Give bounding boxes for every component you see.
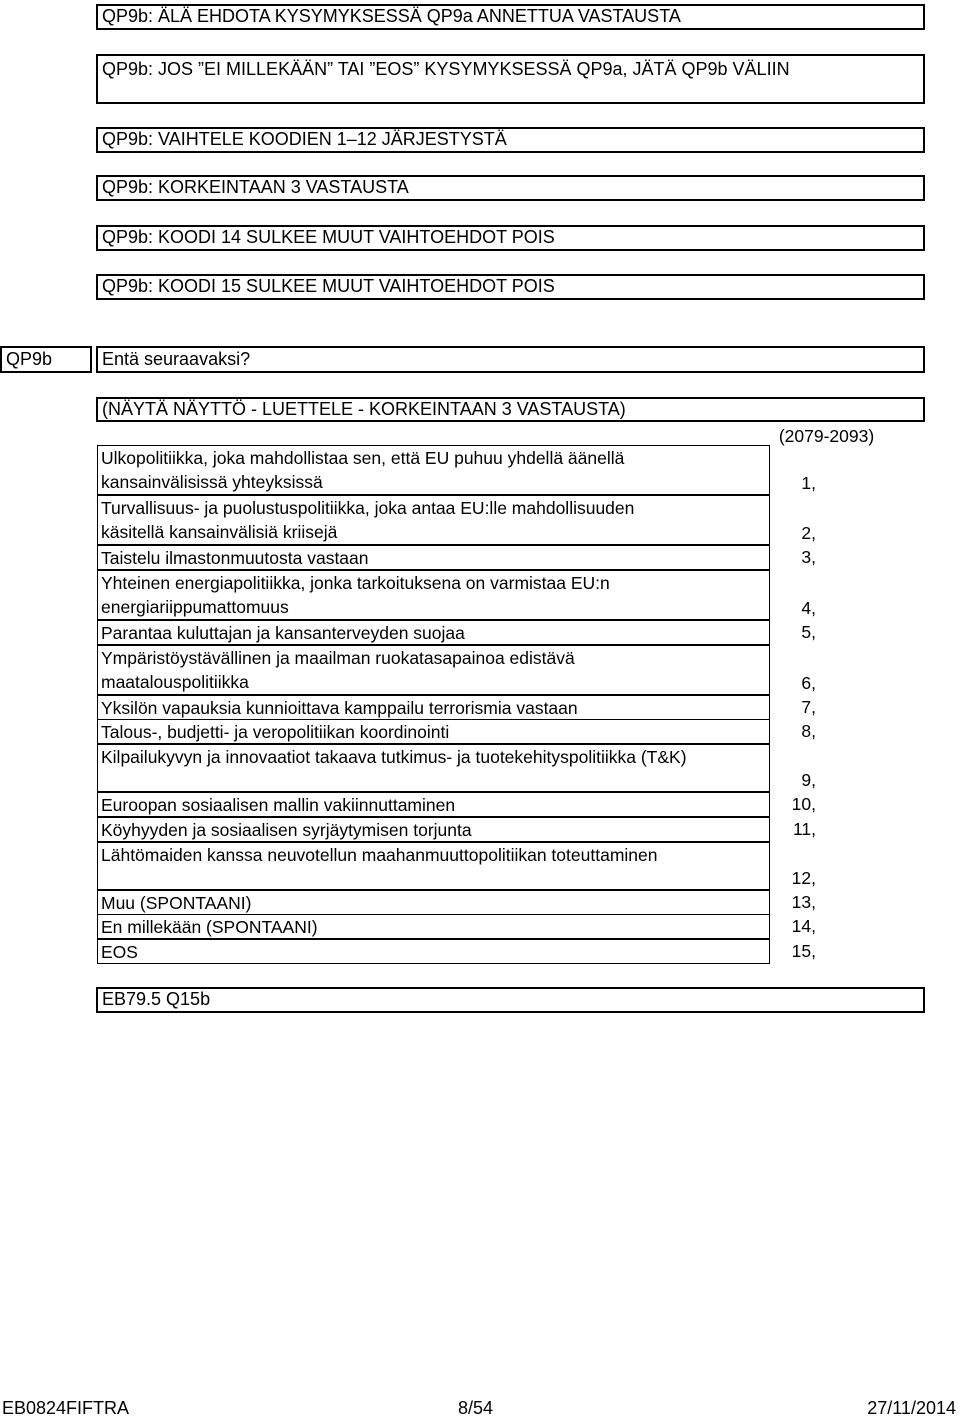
answer-text-line: energiariippumattomuus bbox=[101, 597, 289, 617]
answer-text-line: Yhteinen energiapolitiikka, jonka tarkoituksena on varmistaa EU:n bbox=[101, 573, 610, 593]
answer-text-line: Taistelu ilmastonmuutosta vastaan bbox=[101, 548, 369, 568]
code-range: (2079-2093) bbox=[778, 426, 875, 446]
source-reference: EB79.5 Q15b bbox=[96, 987, 925, 1013]
answer-option bbox=[97, 445, 770, 495]
answer-option bbox=[97, 792, 770, 817]
answer-text-line: Talous-, budjetti- ja veropolitiikan koordinointi bbox=[101, 722, 450, 742]
instruction-box-2: QP9b: JOS ”EI MILLEKÄÄN” TAI ”EOS” KYSYMYKSESSÄ QP9a, JÄTÄ QP9b VÄLIIN bbox=[96, 54, 925, 104]
answer-code: 9, bbox=[801, 770, 816, 790]
footer-page-number: 8/54 bbox=[458, 1398, 494, 1418]
question-id: QP9b bbox=[0, 346, 92, 373]
instruction-box-1: QP9b: ÄLÄ EHDOTA KYSYMYKSESSÄ QP9a ANNETTUA VASTAUSTA bbox=[96, 4, 925, 30]
answer-option bbox=[97, 695, 770, 720]
instruction-box-4: QP9b: KORKEINTAAN 3 VASTAUSTA bbox=[96, 175, 925, 201]
answer-text-line: käsitellä kansainvälisiä kriisejä bbox=[101, 522, 338, 542]
answer-text-line: Parantaa kuluttajan ja kansanterveyden suojaa bbox=[101, 623, 465, 643]
answer-text-line: EOS bbox=[101, 942, 138, 962]
answer-option bbox=[97, 939, 770, 964]
answer-code: 3, bbox=[801, 547, 816, 567]
answer-option bbox=[97, 570, 770, 620]
answer-code: 8, bbox=[801, 721, 816, 741]
answer-code: 7, bbox=[801, 697, 816, 717]
answer-text-line: Turvallisuus- ja puolustuspolitiikka, joka antaa EU:lle mahdollisuuden bbox=[101, 498, 635, 518]
question-text: Entä seuraavaksi? bbox=[96, 346, 925, 373]
answer-text-line: En millekään (SPONTAANI) bbox=[101, 917, 318, 937]
answer-option bbox=[97, 914, 770, 939]
answer-code: 1, bbox=[801, 473, 816, 493]
answer-code: 5, bbox=[801, 622, 816, 642]
footer-date: 27/11/2014 bbox=[867, 1398, 956, 1418]
answer-code: 6, bbox=[801, 673, 816, 693]
instruction-box-3: QP9b: VAIHTELE KOODIEN 1–12 JÄRJESTYSTÄ bbox=[96, 127, 925, 153]
answer-code: 10, bbox=[791, 794, 816, 814]
answer-text-line: Yksilön vapauksia kunnioittava kamppailu terrorismia vastaan bbox=[101, 698, 578, 718]
answer-text-line: Köyhyyden ja sosiaalisen syrjäytymisen torjunta bbox=[101, 820, 472, 840]
answer-option bbox=[97, 495, 770, 545]
answer-option bbox=[97, 817, 770, 842]
answer-option bbox=[97, 744, 770, 792]
answer-code: 14, bbox=[791, 916, 816, 936]
answer-code: 11, bbox=[792, 819, 816, 839]
instruction-box-6: QP9b: KOODI 15 SULKEE MUUT VAIHTOEHDOT POIS bbox=[96, 274, 925, 300]
answer-option bbox=[97, 620, 770, 645]
answer-option bbox=[97, 545, 770, 570]
answer-code: 12, bbox=[791, 868, 816, 888]
answer-text-line: Ympäristöystävällinen ja maailman ruokatasapainoa edistävä bbox=[101, 648, 575, 668]
answer-option bbox=[97, 645, 770, 695]
answer-code: 13, bbox=[791, 892, 816, 912]
answer-option bbox=[97, 719, 770, 744]
answer-code: 2, bbox=[801, 523, 816, 543]
answer-text-line: kansainvälisissä yhteyksissä bbox=[101, 472, 323, 492]
answer-text-line: Euroopan sosiaalisen mallin vakiinnuttaminen bbox=[101, 795, 456, 815]
footer-doc-id: EB0824FIFTRA bbox=[2, 1398, 130, 1418]
answer-text-line: Kilpailukyvyn ja innovaatiot takaava tutkimus- ja tuotekehityspolitiikka (T&K) bbox=[101, 747, 687, 767]
answer-option bbox=[97, 890, 770, 915]
answer-text-line: Ulkopolitiikka, joka mahdollistaa sen, että EU puhuu yhdellä äänellä bbox=[101, 448, 625, 468]
instruction-box-5: QP9b: KOODI 14 SULKEE MUUT VAIHTOEHDOT POIS bbox=[96, 225, 925, 251]
answer-text-line: maatalouspolitiikka bbox=[101, 672, 249, 692]
answer-code: 4, bbox=[801, 598, 816, 618]
answer-text-line: Lähtömaiden kanssa neuvotellun maahanmuuttopolitiikan toteuttaminen bbox=[101, 845, 658, 865]
answer-text-line: Muu (SPONTAANI) bbox=[101, 893, 252, 913]
answer-code: 15, bbox=[791, 941, 816, 961]
show-instruction: (NÄYTÄ NÄYTTÖ - LUETTELE - KORKEINTAAN 3 VASTAUSTA) bbox=[96, 397, 925, 422]
answer-option bbox=[97, 842, 770, 890]
